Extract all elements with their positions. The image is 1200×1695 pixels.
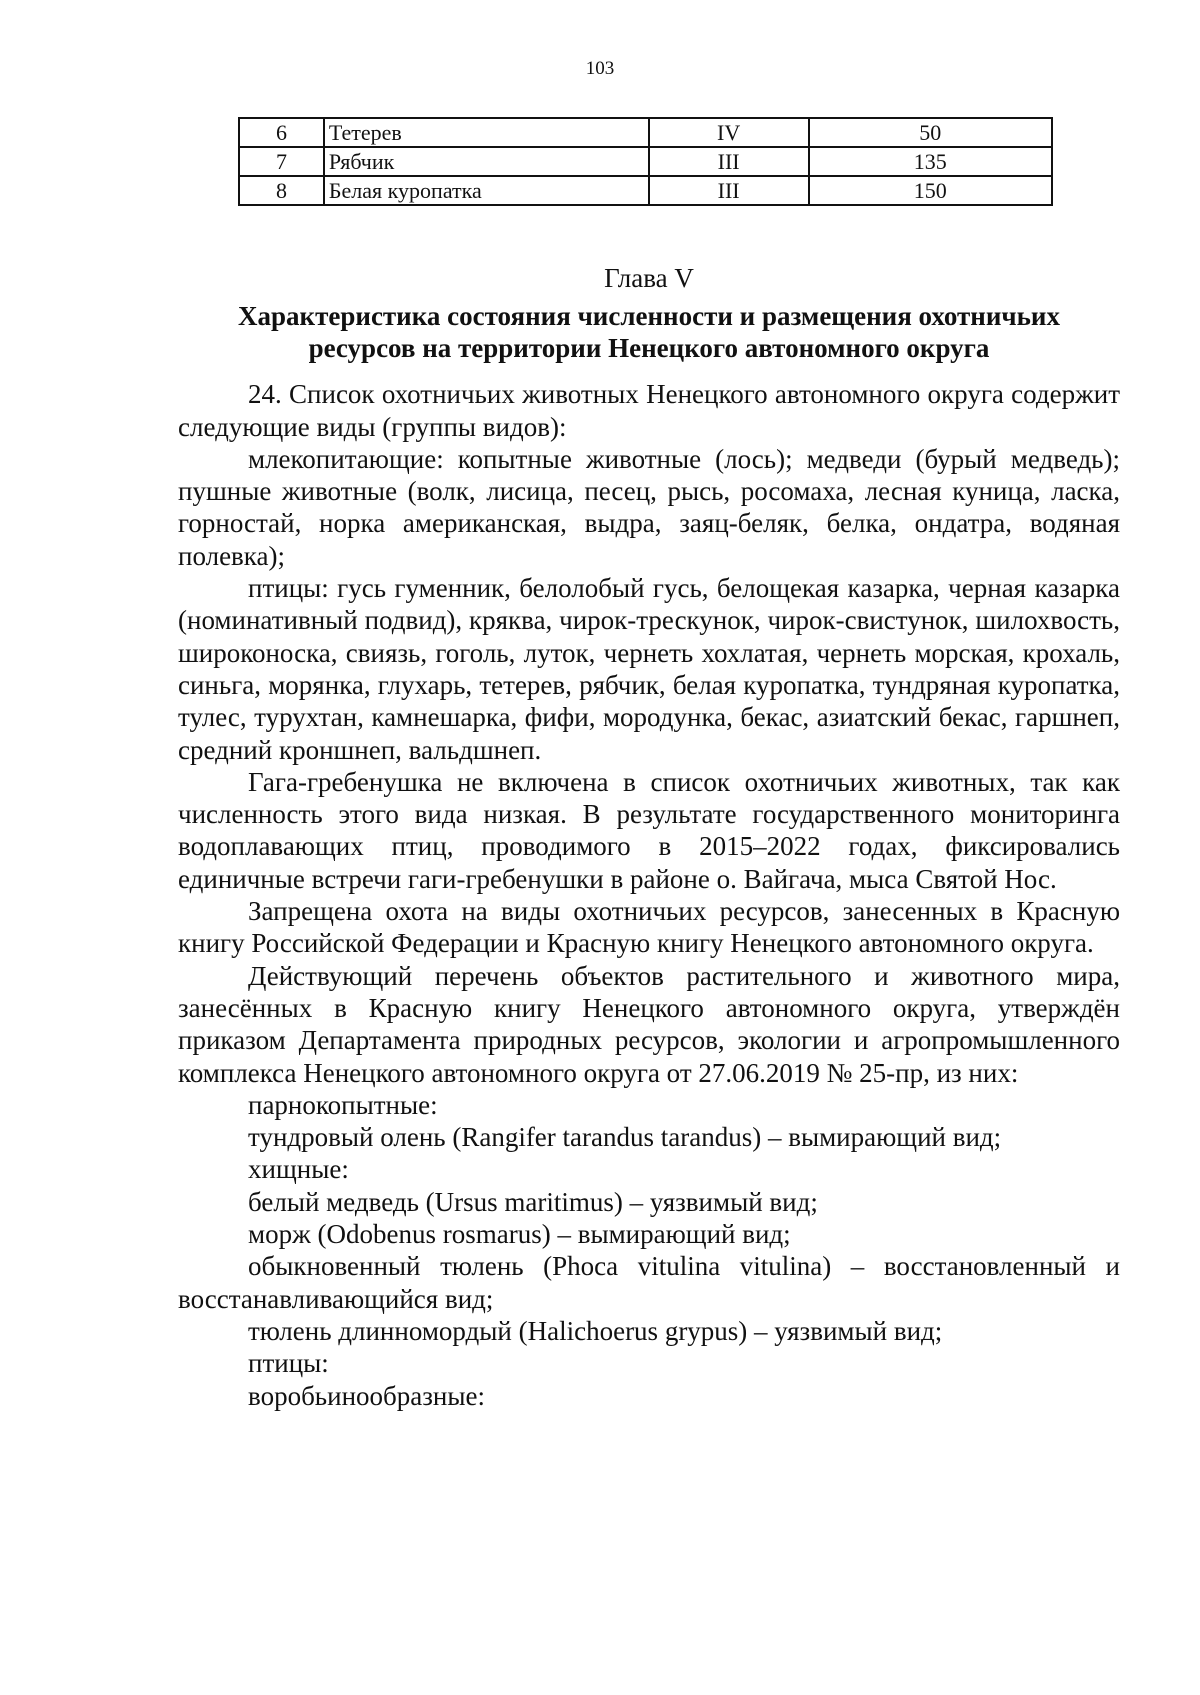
page-number: 103	[585, 58, 615, 79]
table-row	[239, 176, 1052, 205]
list-line: парнокопытные:	[248, 1089, 438, 1120]
list-line: морж (Odobenus rosmarus) – вымирающий вид;	[248, 1219, 791, 1250]
document-body	[178, 262, 1120, 1412]
species-name: Белая куропатка	[324, 176, 649, 205]
heading-line: ресурсов на территории Ненецкого автономного округа	[308, 333, 990, 364]
paragraph: обыкновенный тюлень (Phoca vitulina vitulina) – восстановленный и восстанавливающийся вид;	[178, 1251, 1120, 1314]
list-line: воробьинообразные:	[248, 1380, 485, 1411]
row-number: 8	[239, 176, 324, 205]
chapter-title: Глава V	[604, 263, 694, 293]
paragraph: птицы: гусь гуменник, белолобый гусь, белощекая казарка, черная казарка (номинативный подвид), кряква, чирок-трескунок, чирок-свистунок, шилохвость, широконоска, свиязь, гоголь, луток, чернеть хохлатая, чернеть морская, крохаль, синьга, морянка, глухарь, тетерев, рябчик, белая куропатка, тундряная куропатка, тулес, турухтан, камнешарка, фифи, мородунка, бекас, азиатский бекас, гаршнеп, средний кроншнеп, вальдшнеп.	[178, 573, 1120, 765]
species-table	[238, 117, 1053, 206]
list-line: белый медведь (Ursus maritimus) – уязвимый вид;	[248, 1186, 818, 1217]
section-heading	[178, 300, 1120, 364]
paragraph: Гага-гребенушка не включена в список охотничьих животных, так как численность этого вида низкая. В результате государственного мониторинга водоплавающих птиц, проводимого в 2015–2022 годах, фиксировались единичные встречи гаги-гребенушки в районе о. Вайгача, мыса Святой Нос.	[178, 766, 1120, 894]
paragraph: Запрещена охота на виды охотничьих ресурсов, занесенных в Красную книгу Российской Федерации и Красную книгу Ненецкого автономного округа.	[178, 896, 1120, 959]
table-row	[239, 118, 1052, 147]
species-value: 135	[809, 147, 1052, 176]
paragraph: 24. Список охотничьих животных Ненецкого автономного округа содержит следующие виды (группы видов):	[178, 379, 1120, 442]
row-number: 7	[239, 147, 324, 176]
species-value: 150	[809, 176, 1052, 205]
list-line: тундровый олень (Rangifer tarandus tarandus) – вымирающий вид;	[248, 1122, 1002, 1153]
list-line: птицы:	[248, 1348, 329, 1379]
list-line: тюлень длинномордый (Halichoerus grypus) – уязвимый вид;	[248, 1315, 943, 1346]
paragraph: млекопитающие: копытные животные (лось); медведи (бурый медведь); пушные животные (волк, лисица, песец, рысь, росомаха, лесная куница, ласка, горностай, норка американская, выдра, заяц-беляк, белка, ондатра, водяная полевка);	[178, 443, 1120, 571]
table-row	[239, 147, 1052, 176]
species-category: III	[649, 147, 809, 176]
row-number: 6	[239, 118, 324, 147]
paragraph: Действующий перечень объектов растительного и животного мира, занесённых в Красную книгу Ненецкого автономного округа, утверждён приказом Департамента природных ресурсов, экологии и агропромышленного комплекса Ненецкого автономного округа от 27.06.2019 № 25-пр, из них:	[178, 960, 1120, 1088]
list-line: хищные:	[248, 1154, 349, 1185]
species-value: 50	[809, 118, 1052, 147]
species-category: IV	[649, 118, 809, 147]
heading-line: Характеристика состояния численности и размещения охотничьих	[238, 301, 1060, 332]
species-name: Рябчик	[324, 147, 649, 176]
species-category: III	[649, 176, 809, 205]
species-name: Тетерев	[324, 118, 649, 147]
